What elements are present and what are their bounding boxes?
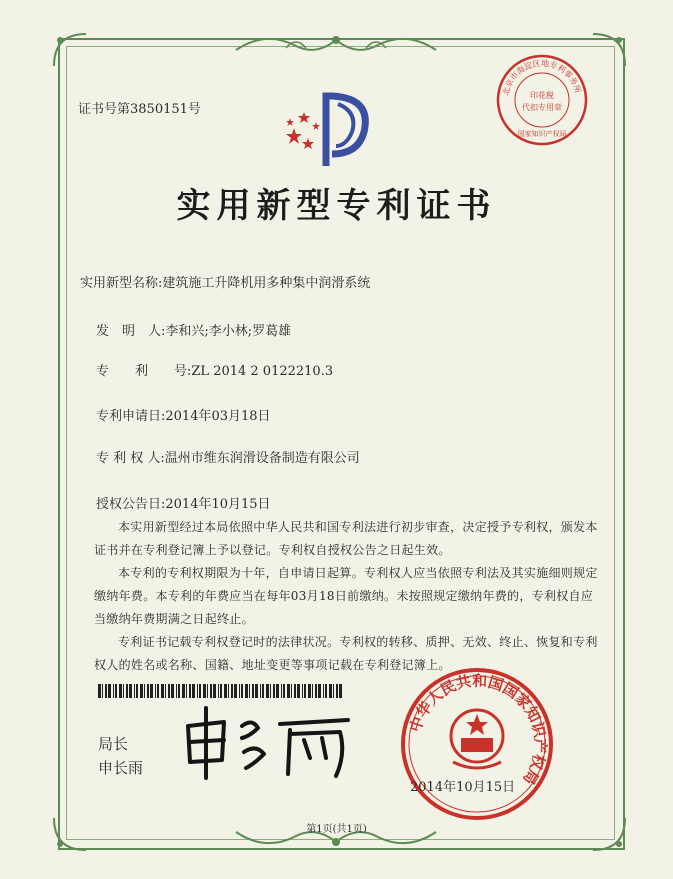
- field-label: 实用新型名称:: [80, 276, 163, 291]
- barcode-bar: [199, 684, 201, 698]
- barcode-bar: [304, 684, 306, 698]
- field-value: 2014年03月18日: [165, 409, 271, 424]
- seal-ring-text: 中华人民共和国国家知识产权局: [406, 671, 550, 788]
- barcode-bar: [108, 684, 111, 698]
- barcode-bar: [186, 684, 187, 698]
- barcode-bar: [171, 684, 174, 698]
- barcode-bar: [333, 684, 334, 698]
- handwritten-signature: [180, 704, 360, 784]
- field-inventors: [96, 320, 291, 339]
- field-patent-number: [96, 360, 333, 379]
- tax-stamp-ring-text: 北京市海淀区地专利事务所: [501, 58, 583, 97]
- barcode-bar: [252, 684, 254, 698]
- field-value: ZL 2014 2 0122210.3: [191, 364, 334, 379]
- barcode-bar: [213, 684, 216, 698]
- signatory-title: 局长: [98, 735, 129, 753]
- top-ornament: [226, 28, 446, 58]
- barcode-bar: [339, 684, 342, 698]
- field-label: 专 利 号:: [96, 364, 192, 379]
- barcode-bar: [228, 684, 229, 698]
- barcode-bar: [119, 684, 122, 698]
- barcode-bar: [218, 684, 219, 698]
- barcode-bar: [262, 684, 264, 698]
- official-seal: [397, 664, 557, 824]
- barcode-bar: [249, 684, 250, 698]
- barcode-bar: [297, 684, 300, 698]
- barcode-bar: [102, 684, 103, 698]
- field-label: 专利申请日:: [96, 409, 166, 424]
- barcode-bar: [155, 684, 156, 698]
- barcode-bar: [176, 684, 177, 698]
- barcode-bar: [178, 684, 180, 698]
- barcode-bar: [266, 684, 269, 698]
- barcode-bar: [260, 684, 261, 698]
- certificate-title: 实用新型专利证书: [176, 186, 497, 226]
- barcode: [98, 684, 343, 698]
- barcode-bar: [115, 684, 117, 698]
- corner-ornament-tr: [589, 30, 629, 70]
- barcode-bar: [318, 684, 321, 698]
- field-grant-date: [96, 493, 271, 512]
- barcode-bar: [329, 684, 332, 698]
- barcode-bar: [207, 684, 208, 698]
- barcode-bar: [140, 684, 143, 698]
- barcode-bar: [291, 684, 292, 698]
- tax-stamp: [494, 52, 590, 148]
- tax-stamp-bottom-text: 国家知识产权局: [517, 130, 567, 138]
- barcode-bar: [165, 684, 166, 698]
- field-label: 授权公告日:: [96, 497, 166, 512]
- barcode-bar: [270, 684, 271, 698]
- tax-stamp-line2: 代扣专用章: [522, 103, 562, 112]
- barcode-bar: [239, 684, 240, 698]
- field-patentee: [96, 447, 360, 466]
- barcode-bar: [281, 684, 282, 698]
- barcode-bar: [234, 684, 237, 698]
- barcode-bar: [224, 684, 227, 698]
- barcode-bar: [220, 684, 222, 698]
- field-application-date: [96, 405, 271, 424]
- paragraph-3: 专利证书记载专利权登记时的法律状况。专利权的转移、质押、无效、终止、恢复和专利权人的姓名或名称、国籍、地址变更等事项记载在专利登记簿上。: [94, 635, 598, 672]
- barcode-bar: [315, 684, 317, 698]
- patent-office-logo: [282, 88, 382, 170]
- barcode-bar: [182, 684, 185, 698]
- barcode-bar: [126, 684, 128, 698]
- barcode-bar: [197, 684, 198, 698]
- barcode-bar: [283, 684, 285, 698]
- barcode-bar: [136, 684, 138, 698]
- barcode-bar: [287, 684, 290, 698]
- barcode-bar: [192, 684, 195, 698]
- field-value: 李和兴;李小林;罗葛雄: [165, 324, 292, 339]
- paragraph-2: 本专利的专利权期限为十年，自申请日起算。专利权人应当依照专利法及其实施细则规定缴纳年费。本专利的年费应当在每年03月18日前缴纳。未按照规定缴纳年费的，专利权自应当缴纳年费期满之日起终止。: [94, 566, 598, 626]
- tax-stamp-line1: 印花税: [530, 91, 554, 100]
- corner-ornament-tl: [50, 30, 90, 70]
- barcode-bar: [336, 684, 338, 698]
- barcode-bar: [150, 684, 153, 698]
- barcode-bar: [189, 684, 191, 698]
- field-label: 发 明 人:: [96, 324, 166, 339]
- barcode-bar: [276, 684, 279, 698]
- barcode-bar: [129, 684, 132, 698]
- barcode-bar: [147, 684, 149, 698]
- barcode-bar: [203, 684, 206, 698]
- barcode-bar: [294, 684, 296, 698]
- barcode-bar: [105, 684, 107, 698]
- barcode-bar: [273, 684, 275, 698]
- certificate-number: 证书号第3850151号: [78, 102, 201, 117]
- seal-date: 2014年10月15日: [410, 780, 516, 795]
- field-name: [80, 272, 370, 291]
- barcode-bar: [241, 684, 243, 698]
- barcode-bar: [325, 684, 327, 698]
- barcode-bar: [308, 684, 311, 698]
- paragraph-1: 本实用新型经过本局依照中华人民共和国专利法进行初步审查，决定授予专利权，颁发本证书并在专利登记簿上予以登记。专利权自授权公告之日起生效。: [94, 520, 598, 557]
- barcode-bar: [231, 684, 233, 698]
- barcode-bar: [168, 684, 170, 698]
- barcode-bar: [157, 684, 159, 698]
- barcode-bar: [255, 684, 258, 698]
- field-value: 2014年10月15日: [165, 497, 271, 512]
- barcode-bar: [134, 684, 135, 698]
- barcode-bar: [113, 684, 114, 698]
- signatory-name: 申长雨: [98, 759, 144, 777]
- page-footer: 第1页(共1页): [306, 824, 367, 835]
- barcode-bar: [312, 684, 313, 698]
- barcode-bar: [302, 684, 303, 698]
- field-label: 专 利 权 人:: [96, 451, 165, 466]
- barcode-bar: [144, 684, 145, 698]
- field-value: 建筑施工升降机用多种集中润滑系统: [162, 276, 371, 291]
- barcode-bar: [210, 684, 212, 698]
- barcode-bar: [98, 684, 101, 698]
- barcode-bar: [245, 684, 248, 698]
- barcode-bar: [323, 684, 324, 698]
- barcode-bar: [123, 684, 124, 698]
- field-value: 温州市维东润滑设备制造有限公司: [164, 451, 360, 466]
- barcode-bar: [161, 684, 164, 698]
